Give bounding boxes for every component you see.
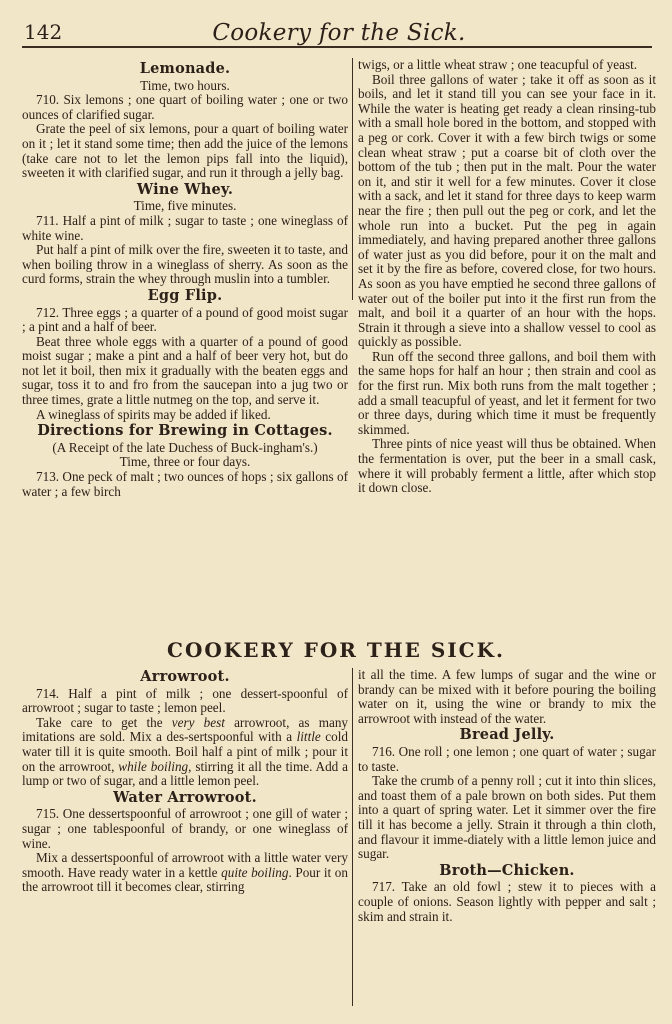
paragraph: 713. One peck of malt ; two ounces of hops ; six gallons of water ; a few birch [22,469,348,499]
paragraph: 717. Take an old fowl ; stew it to pieces with a couple of onions. Season lightly with pepper and salt ; skim and strain it. [358,879,656,924]
recipe-heading: Lemonade. [139,60,231,77]
column-divider-top [352,58,353,300]
paragraph: A wineglass of spirits may be added if liked. [36,406,271,422]
paragraph: it all the time. A few lumps of sugar and the wine or brandy can be mixed with it before pouring the boiling water on it, using the wine or brandy to mix the arrowroot with instead of the water. [358,667,656,726]
recipe-heading: Egg Flip. [147,286,223,304]
paragraph: Put half a pint of milk over the fire, sweeten it to taste, and when boiling throw in a wineglass of sherry. As soon as the curd forms, strain the whey through muslin into a tumbler. [22,242,348,287]
paragraph: Boil three gallons of water ; take it off as soon as it boils, and let it stand till you can see your face in it. While the water is heating get ready a clean rinsing-tub with a small hole bored in the bottom, and stopped with a peg or cork. Cover it with a few birch twigs or some clean wheat straw ; put a coarse bit of cloth over the bottom of the tub ; then put in the malt. Pour the water on it, and stir it well for a few minutes. Cover it close with a sack, and let it stand for three days to keep warm near the fire ; then pull out the peg or cork, and let the whole run into a bucket. Put the peg in again immediately, and having prepared another three gallons of water just as you did before, pour it on the malt and set it by the fire as before, covered close, for two hours. As soon as you have emptied he second three gallons of water out of the boiler put into it the first run from the malt, and boil it a quarter of an hour with the hops. Strain it through a sieve into a shallow vessel to cool as quickly as possible. [358,71,656,350]
cooking-time: Time, two hours. [140,77,230,93]
cooking-time: Time, five minutes. [133,198,237,214]
bottom-right-column [358,668,656,924]
paragraph: Run off the second three gallons, and boil them with the same hops for half an hour ; then strain and cool as for the first run. Mix both runs from the malt together ; add a small teacupful of yeast, and let it ferment for two or three days, during which time it must be frequently skimmed. [358,348,656,437]
recipe-heading: Wine Whey. [136,180,234,198]
cooking-time: Time, three or four days. [119,454,251,470]
header-rule [22,46,652,48]
top-left-column [22,60,348,499]
page-header [24,20,654,56]
recipe-source: (A Receipt of the late Duchess of Buck-ingham's.) [52,439,318,455]
recipe-heading: Broth—Chicken. [439,861,575,879]
paragraph: 714. Half a pint of milk ; one dessert-spoonful of arrowroot ; sugar to taste ; lemon peel. [22,685,348,716]
paragraph: Take care to get the very best arrowroot, as many imitations are sold. Mix a des-sertspoonful with a little cold water till it is quite smooth. Boil half a pint of milk ; pour it on the arrowroot, while boiling, stirring it all the time. Add a lump or two of sugar, and a little lemon peel. [22,714,349,789]
paragraph: twigs, or a little wheat straw ; one teacupful of yeast. [358,57,638,72]
paragraph: 715. One dessertspoonful of arrowroot ; one gill of water ; sugar ; one tablespoonful of brandy, or one wineglass of wine. [22,806,348,851]
recipe-heading: Directions for Brewing in Cottages. [37,422,333,440]
column-divider-bottom [352,668,353,1006]
recipe-heading: Bread Jelly. [459,726,555,744]
running-title: Cookery for the Sick. [212,20,466,46]
paragraph: Beat three whole eggs with a quarter of a pound of good moist sugar ; make a pint and a half of beer very hot, but do not let it boil, then mix it gradually with the beaten eggs and sugar, toss it to and fro from the saucepan into a jug two or three times, grate a little nutmeg on the top, and serve it. [22,333,348,408]
recipe-heading: Arrowroot. [140,668,230,685]
paragraph: 716. One roll ; one lemon ; one quart of water ; sugar to taste. [358,743,656,774]
paragraph: Mix a dessertspoonful of arrowroot with a little water very smooth. Have ready water in a kettle quite boiling. Pour it on the arrowroot till it becomes clear, stirring [22,850,348,895]
paragraph: 710. Six lemons ; one quart of boiling water ; one or two ounces of clarified sugar. [22,92,348,122]
top-right-column [358,58,656,496]
recipe-heading: Water Arrowroot. [113,788,257,806]
section-title: COOKERY FOR THE SICK. [167,638,505,662]
paragraph: 712. Three eggs ; a quarter of a pound of good moist sugar ; a pint and a half of beer. [22,304,348,335]
paragraph: 711. Half a pint of milk ; sugar to taste ; one wineglass of white wine. [22,212,348,243]
bottom-left-column [22,668,348,895]
page-number: 142 [24,20,63,44]
paragraph: Three pints of nice yeast will thus be obtained. When the fermentation is over, put the beer in a small cask, where it will probably ferment a little, after which stop it down close. [358,436,656,496]
paragraph: Take the crumb of a penny roll ; cut it into thin slices, and toast them of a pale brown on both sides. Put them into a quart of spring water. Let it simmer over the fire till it has become a jelly. Strain it through a thin cloth, and flavour it imme-diately with a little lemon juice and sugar. [358,773,656,862]
paragraph: Grate the peel of six lemons, pour a quart of boiling water on it ; let it stand some time; then add the juice of the lemons (take care not to let the lemon pips fall into the liquid), sweeten it with clarified sugar, and run it through a jelly bag. [22,121,348,181]
